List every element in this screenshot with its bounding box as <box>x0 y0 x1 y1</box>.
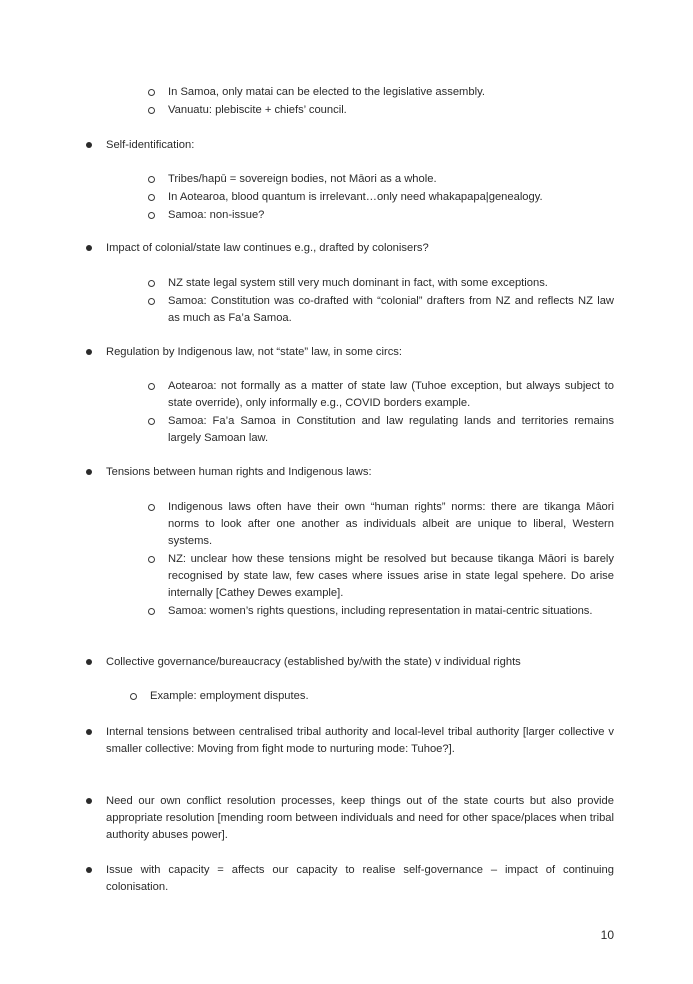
bullet-icon <box>86 469 92 475</box>
bullet-item <box>86 240 614 257</box>
hollow-bullet-icon <box>148 280 155 287</box>
bullet-item <box>86 724 614 758</box>
hollow-bullet-icon <box>148 504 155 511</box>
bullet-icon <box>86 245 92 251</box>
hollow-bullet-icon <box>148 89 155 96</box>
bullet-icon <box>86 798 92 804</box>
sub-item <box>130 688 614 705</box>
list-block-8 <box>86 464 614 481</box>
sub-item-text: In Samoa, only matai can be elected to the legislative assembly. <box>168 86 485 98</box>
sub-item-text: Aotearoa: not formally as a matter of state law (Tuhoe exception, but always subject to state override), only informally e.g., COVID borders example. <box>168 380 614 409</box>
sub-item-text: Samoa: Constitution was co-drafted with “colonial” drafters from NZ and reflects NZ law as much as Fa’a Samoa. <box>168 295 614 324</box>
bullet-item-text: Need our own conflict resolution processes, keep things out of the state courts but also provide appropriate resolution [mending room between individuals and need for other space/places when tribal authority abuses power]. <box>106 795 614 841</box>
list-block-6 <box>86 344 614 361</box>
sub-item <box>148 603 614 620</box>
sub-item <box>148 171 614 188</box>
sub-item <box>148 189 614 206</box>
sub-item-text: Samoa: Fa’a Samoa in Constitution and law regulating lands and territories remains largely Samoan law. <box>168 415 614 444</box>
sub-item-text: Example: employment disputes. <box>150 690 309 702</box>
list-block-2 <box>86 137 614 154</box>
sub-item <box>148 84 614 101</box>
bullet-item-text: Regulation by Indigenous law, not “state” law, in some circs: <box>106 346 402 358</box>
sub-item <box>148 275 614 292</box>
list-block-1 <box>148 84 614 120</box>
hollow-bullet-icon <box>130 693 137 700</box>
sub-item-text: In Aotearoa, blood quantum is irrelevant…only need whakapapa|genealogy. <box>168 191 543 203</box>
list-block-11 <box>130 688 614 706</box>
sub-item <box>148 499 614 550</box>
bullet-icon <box>86 659 92 665</box>
list-block-13 <box>86 793 614 844</box>
bullet-icon <box>86 349 92 355</box>
bullet-item-text: Tensions between human rights and Indigenous laws: <box>106 466 372 478</box>
hollow-bullet-icon <box>148 212 155 219</box>
sub-item-text: Samoa: women’s rights questions, including representation in matai-centric situations. <box>168 605 593 617</box>
hollow-bullet-icon <box>148 176 155 183</box>
list-block-7 <box>148 378 614 448</box>
sub-item-text: Vanuatu: plebiscite + chiefs’ council. <box>168 104 347 116</box>
bullet-item-text: Impact of colonial/state law continues e.g., drafted by colonisers? <box>106 242 429 254</box>
sub-item <box>148 293 614 327</box>
bullet-icon <box>86 729 92 735</box>
hollow-bullet-icon <box>148 556 155 563</box>
bullet-item <box>86 344 614 361</box>
page-number: 10 <box>600 928 614 942</box>
sub-item <box>148 378 614 412</box>
list-block-10 <box>86 654 614 671</box>
hollow-bullet-icon <box>148 383 155 390</box>
hollow-bullet-icon <box>148 418 155 425</box>
sub-item-text: Indigenous laws often have their own “human rights” norms: there are tikanga Māori norms to look after one another as individuals albeit are unique to liberal, Western systems. <box>168 501 614 547</box>
bullet-item <box>86 137 614 154</box>
hollow-bullet-icon <box>148 107 155 114</box>
bullet-item <box>86 654 614 671</box>
hollow-bullet-icon <box>148 194 155 201</box>
bullet-icon <box>86 867 92 873</box>
sub-item-text: NZ state legal system still very much dominant in fact, with some exceptions. <box>168 277 548 289</box>
bullet-item-text: Internal tensions between centralised tribal authority and local-level tribal authority [larger collective v smaller collective: Moving from fight mode to nurturing mode: Tuhoe?]. <box>106 726 614 755</box>
list-block-5 <box>148 275 614 328</box>
sub-item <box>148 413 614 447</box>
hollow-bullet-icon <box>148 608 155 615</box>
list-block-9 <box>148 499 614 621</box>
sub-item-text: Tribes/hapū = sovereign bodies, not Māori as a whole. <box>168 173 437 185</box>
bullet-item <box>86 862 614 896</box>
sub-item <box>148 207 614 224</box>
bullet-item-text: Collective governance/bureaucracy (established by/with the state) v individual rights <box>106 656 521 668</box>
bullet-item <box>86 793 614 844</box>
bullet-icon <box>86 142 92 148</box>
sub-item-text: Samoa: non-issue? <box>168 209 265 221</box>
bullet-item <box>86 464 614 481</box>
list-block-14 <box>86 862 614 896</box>
sub-item <box>148 102 614 119</box>
list-block-12 <box>86 724 614 758</box>
list-block-4 <box>86 240 614 257</box>
sub-item-text: NZ: unclear how these tensions might be resolved but because tikanga Māori is barely recognised by state law, few cases where issues arise in state legal spehere. Do arise internally [Cathey Dewes example]. <box>168 553 614 599</box>
bullet-item-text: Issue with capacity = affects our capacity to realise self-governance – impact of continuing colonisation. <box>106 864 614 893</box>
bullet-item-text: Self-identification: <box>106 139 195 151</box>
list-block-3 <box>148 171 614 225</box>
hollow-bullet-icon <box>148 298 155 305</box>
sub-item <box>148 551 614 602</box>
